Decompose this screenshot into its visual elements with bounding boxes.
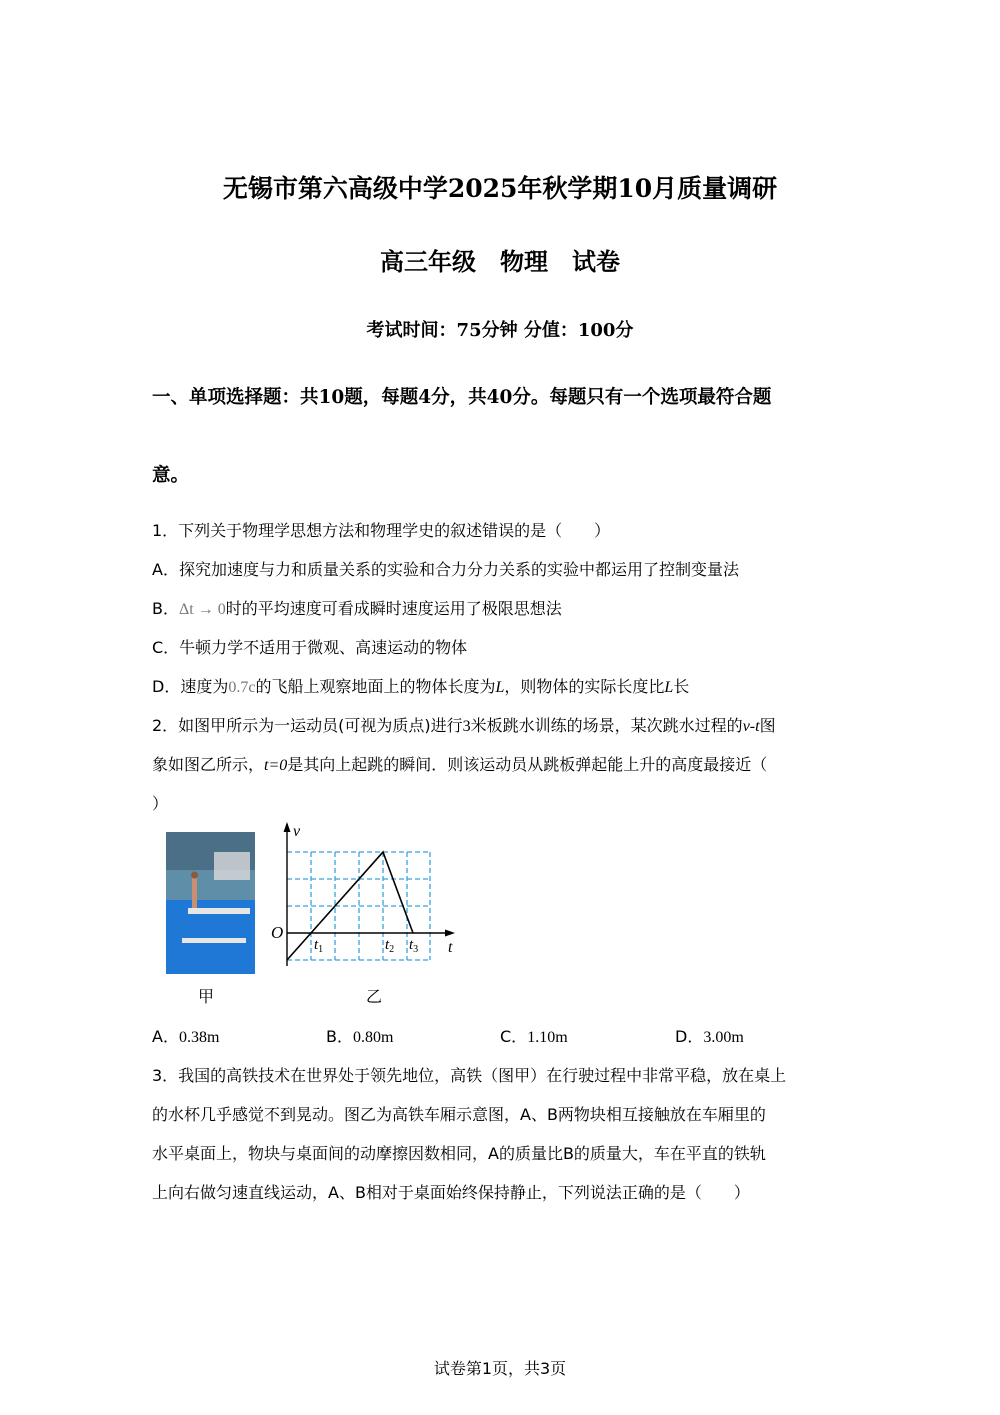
q1-d-math: 0.7c — [228, 679, 256, 696]
q2-option-a: A．0.38m — [152, 1027, 220, 1046]
q2-line3: ） — [152, 794, 169, 813]
q2-line1-mid: 米板跳水训练的场景，某次跳水过程的 — [470, 716, 743, 735]
vt-y-label: v — [293, 823, 301, 840]
q2-line1-pre: 2．如图甲所示为一运动员(可视为质点)进行 — [152, 716, 463, 735]
vt-origin: O — [271, 923, 284, 942]
fig-label-yi: 乙 — [366, 987, 383, 1006]
fig-label-jia: 甲 — [198, 987, 215, 1006]
q3-line4: 上向右做匀速直线运动，A、B相对于桌面始终保持静止，下列说法正确的是（ ） — [152, 1183, 750, 1202]
vt-x-arrow — [445, 930, 455, 937]
q2-line1-num: 3 — [462, 718, 471, 735]
q2-line2-post: 是其向上起跳的瞬间．则该运动员从跳板弹起能上升的高度最接近（ — [287, 755, 768, 774]
q1-b-text: 时的平均速度可看成瞬时速度运用了极限思想法 — [225, 599, 562, 618]
exam-title: 无锡市第六高级中学2025年秋学期10月质量调研 — [222, 174, 778, 203]
q1-d-post: 长 — [673, 677, 690, 696]
vt-t2: $t_2$ — [385, 937, 395, 955]
vt-t1: $t_1$ — [314, 937, 324, 955]
q1-b-math: Δt → 0 — [178, 601, 226, 618]
q1-d-mid: 的飞船上观察地面上的物体长度为 — [255, 677, 496, 696]
q3-line2: 的水杯几乎感觉不到晃动。图乙为高铁车厢示意图，A、B两物块相互接触放在车厢里的 — [152, 1105, 766, 1124]
page-footer: 试卷第1页，共3页 — [433, 1359, 567, 1378]
photo-diver-head — [191, 872, 198, 879]
q2-line2 — [152, 752, 767, 775]
q2-option-c: C．1.10m — [500, 1027, 568, 1046]
q2-line1-vt: v-t — [742, 718, 760, 735]
q1-d-L2: L — [664, 679, 674, 696]
section-heading-line2: 意。 — [152, 465, 190, 486]
section-heading-line1: 一、单项选择题：共10题，每题4分，共40分。每题只有一个选项最符合题 — [152, 387, 772, 408]
q2-option-d: D．3.00m — [675, 1027, 744, 1046]
q1-stem: 1．下列关于物理学思想方法和物理学史的叙述错误的是（ ） — [152, 521, 611, 540]
q1-option-a: A．探究加速度与力和质量关系的实验和合力分力关系的实验中都运用了控制变量法 — [152, 560, 739, 579]
q2-line2-pre: 象如图乙所示， — [152, 755, 265, 774]
q1-d-pre: D．速度为 — [152, 677, 229, 696]
vt-x-label: t — [448, 939, 453, 956]
exam-subtitle: 高三年级 物理 试卷 — [380, 247, 620, 276]
photo-diver — [192, 878, 197, 908]
vt-y-arrow — [284, 822, 291, 832]
photo-seats — [214, 852, 250, 880]
q2-line2-t0: t=0 — [264, 757, 288, 774]
q2-option-b: B．0.80m — [326, 1027, 394, 1046]
q3-line1: 3．我国的高铁技术在世界处于领先地位，高铁（图甲）在行驶过程中非常平稳，放在桌上 — [152, 1066, 787, 1085]
photo-board-upper — [188, 908, 250, 914]
vt-t3: $t_3$ — [409, 937, 419, 955]
q1-d-L1: L — [495, 679, 505, 696]
q1-option-b — [152, 596, 562, 619]
q1-b-label: B． — [152, 599, 179, 618]
q1-option-c: C．牛顿力学不适用于微观、高速运动的物体 — [152, 638, 468, 657]
exam-info: 考试时间：75分钟 分值：100分 — [366, 320, 634, 341]
q2-line1 — [152, 713, 776, 736]
photo-board-lower — [182, 938, 246, 943]
vt-graph — [265, 818, 465, 978]
q3-line3: 水平桌面上，物块与桌面间的动摩擦因数相同，A的质量比B的质量大，车在平直的铁轨 — [152, 1144, 766, 1163]
diving-photo — [166, 832, 255, 974]
q1-d-mid2: ，则物体的实际长度比 — [504, 677, 665, 696]
q1-option-d — [152, 674, 689, 697]
q2-line1-post: 图 — [759, 716, 776, 735]
